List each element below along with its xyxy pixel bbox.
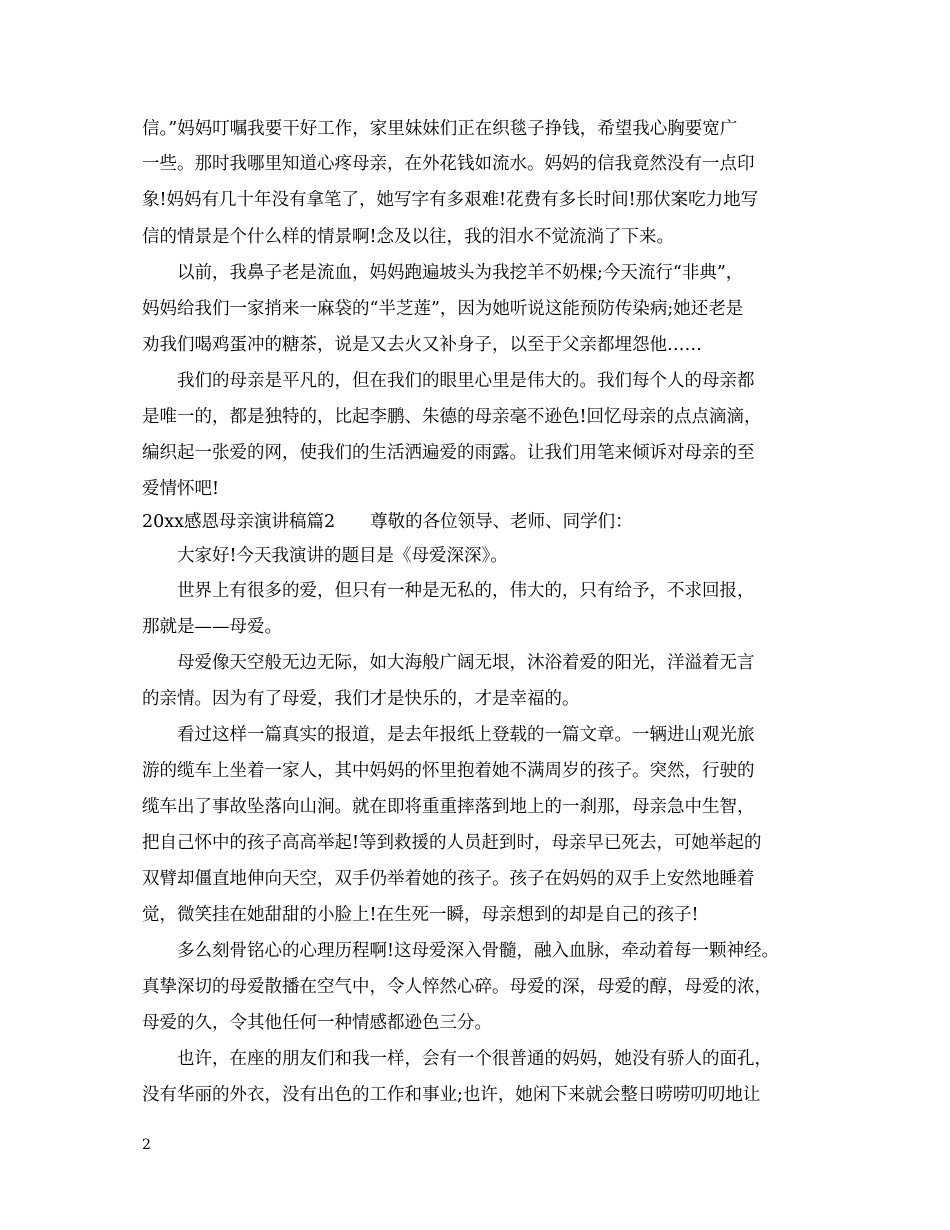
text-line: 妈妈给我们一家捎来一麻袋的“半芝莲”，因为她听说这能预防传染病;她还老是 [142, 299, 744, 319]
text-line: 多么刻骨铭心的心理历程啊!这母爱深入骨髓，融入血脉，牵动着每一颗神经。 [177, 941, 780, 961]
text-line: 是唯一的，都是独特的，比起李鹏、朱德的母亲毫不逊色!回忆母亲的点点滴滴， [142, 407, 762, 427]
text-line: 劝我们喝鸡蛋冲的糖茶，说是又去火又补身子，以至于父亲都埋怨他…… [142, 335, 702, 355]
text-line: 编织起一张爱的网，使我们的生活洒遍爱的雨露。让我们用笔来倾诉对母亲的至 [142, 443, 755, 463]
page-number: 2 [142, 1137, 151, 1153]
text-line: 爱情怀吧! [142, 479, 220, 499]
text-line: 以前，我鼻子老是流血，妈妈跑遍坡头为我挖羊不奶棵;今天流行“非典”， [177, 263, 744, 283]
text-line: 信。”妈妈叮嘱我要干好工作，家里妹妹们正在织毯子挣钱，希望我心胸要宽广 [142, 119, 738, 139]
text-line: 那就是——母爱。 [142, 617, 282, 637]
text-line: 觉，微笑挂在她甜甜的小脸上!在生死一瞬，母亲想到的却是自己的孩子! [142, 905, 699, 925]
text-line: 我们的母亲是平凡的，但在我们的眼里心里是伟大的。我们每个人的母亲都 [177, 371, 755, 391]
text-line: 象!妈妈有几十年没有拿笔了，她写字有多艰难!花费有多长时间!那伏案吃力地写 [142, 190, 759, 210]
text-line: 的亲情。因为有了母爱，我们才是快乐的，才是幸福的。 [142, 689, 580, 709]
text-line: 信的情景是个什么样的情景啊!念及以往，我的泪水不觉流淌了下来。 [142, 227, 675, 247]
text-line: 大家好!今天我演讲的题目是《母爱深深》。 [177, 546, 508, 566]
text-line: 没有华丽的外衣，没有出色的工作和事业;也许，她闲下来就会整日唠唠叨叨地让 [142, 1085, 761, 1105]
text-line: 一些。那时我哪里知道心疼母亲，在外花钱如流水。妈妈的信我竟然没有一点印 [142, 154, 755, 174]
text-line: 母爱的久，令其他任何一种情感都逊色三分。 [142, 1013, 492, 1033]
text-line: 母爱像天空般无边无际，如大海般广阔无垠，沐浴着爱的阳光，洋溢着无言 [177, 653, 755, 673]
text-line: 缆车出了事故坠落向山涧。就在即将重重摔落到地上的一刹那，母亲急中生智， [142, 797, 755, 817]
section-heading: 20xx感恩母亲演讲稿篇2 尊敬的各位领导、老师、同学们： [142, 512, 633, 532]
text-line: 世界上有很多的爱，但只有一种是无私的，伟大的，只有给予，不求回报， [177, 581, 755, 601]
text-line: 游的缆车上坐着一家人，其中妈妈的怀里抱着她不满周岁的孩子。突然，行驶的 [142, 761, 755, 781]
text-line: 把自己怀中的孩子高高举起!等到救援的人员赶到时，母亲早已死去，可她举起的 [142, 833, 762, 853]
text-line: 双臂却僵直地伸向天空，双手仍举着她的孩子。孩子在妈妈的双手上安然地睡着 [142, 869, 755, 889]
text-line: 看过这样一篇真实的报道，是去年报纸上登载的一篇文章。一辆进山观光旅 [177, 725, 755, 745]
text-line: 也许，在座的朋友们和我一样，会有一个很普通的妈妈，她没有骄人的面孔， [177, 1049, 772, 1069]
text-line: 真挚深切的母爱散播在空气中，令人悴然心碎。母爱的深，母爱的醇，母爱的浓， [142, 977, 772, 997]
